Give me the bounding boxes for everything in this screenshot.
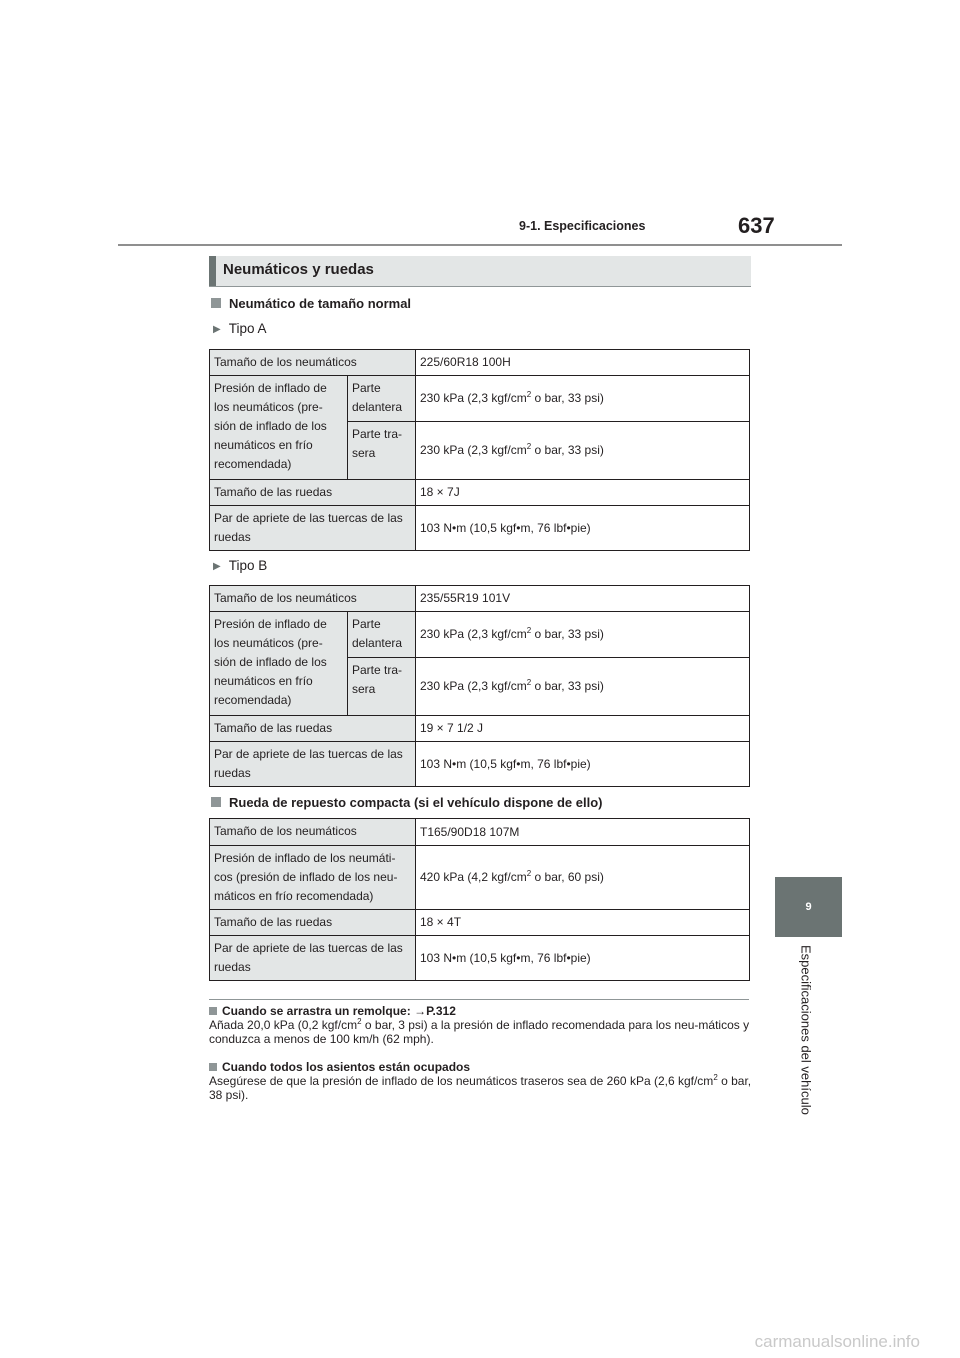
table-row xyxy=(210,936,750,981)
rear-pressure-value: 230 kPa (2,3 kgf/$cm^2$ o bar, 33 psi) xyxy=(416,422,750,480)
spare-tire-heading-text: Rueda de repuesto compacta (si el vehículo dispone de ello) xyxy=(229,795,603,810)
tire-size-value: 225/60R18 100H xyxy=(416,350,750,376)
type-a-label xyxy=(213,321,266,336)
pressure-label: Presión de inflado de los neumáticos (pre-sión de inflado de los neumáticos en frío recomendada) xyxy=(210,612,348,716)
watermark: carmanualsonline.info xyxy=(754,1332,920,1351)
type-b-table xyxy=(209,585,750,787)
section-heading-text: Neumáticos y ruedas xyxy=(223,261,374,278)
table-row xyxy=(210,506,750,551)
trailer-note-title: Cuando se arrastra un remolque: →P.312 xyxy=(209,1004,754,1018)
front-label: Parte delantera xyxy=(348,612,416,658)
wheel-size-label: Tamaño de las ruedas xyxy=(210,910,416,936)
torque-value: 103 N•m (10,5 kgf•m, 76 lbf•pie) xyxy=(416,742,750,787)
chapter-tab xyxy=(775,877,842,937)
rear-label: Parte tra-sera xyxy=(348,422,416,480)
type-a-table xyxy=(209,349,750,551)
rear-label: Parte tra-sera xyxy=(348,658,416,716)
table-row xyxy=(210,586,750,612)
arrow-bullet-icon: ▶ xyxy=(213,561,221,572)
header-divider xyxy=(118,244,842,246)
pressure-value: 420 kPa (4,2 kgf/$cm^2$ o bar, 60 psi) xyxy=(416,846,750,910)
seats-note-title: Cuando todos los asientos están ocupados xyxy=(209,1060,754,1074)
notes-divider xyxy=(209,999,749,1000)
page-number: 637 xyxy=(738,213,775,238)
seats-note xyxy=(209,1060,754,1102)
wheel-size-value: 18 × 4T xyxy=(416,910,750,936)
trailer-note xyxy=(209,1004,754,1046)
table-row xyxy=(210,376,750,422)
torque-label: Par de apriete de las tuercas de las ruedas xyxy=(210,936,416,981)
pressure-label: Presión de inflado de los neumáticos (pre-sión de inflado de los neumáticos en frío recomendada) xyxy=(210,376,348,480)
torque-value: 103 N•m (10,5 kgf•m, 76 lbf•pie) xyxy=(416,506,750,551)
table-row xyxy=(210,612,750,658)
spare-tire-heading xyxy=(211,795,602,810)
chapter-title-text: Especificaciones del vehículo xyxy=(798,945,814,1115)
tire-size-value: T165/90D18 107M xyxy=(416,819,750,846)
table-row xyxy=(210,742,750,787)
torque-value: 103 N•m (10,5 kgf•m, 76 lbf•pie) xyxy=(416,936,750,981)
wheel-size-value: 19 × 7 1/2 J xyxy=(416,716,750,742)
wheel-size-label: Tamaño de las ruedas xyxy=(210,480,416,506)
table-row xyxy=(210,480,750,506)
front-label: Parte delantera xyxy=(348,376,416,422)
square-bullet-icon xyxy=(209,1063,217,1071)
tire-size-value: 235/55R19 101V xyxy=(416,586,750,612)
table-row xyxy=(210,716,750,742)
square-bullet-icon xyxy=(211,298,221,308)
section-heading xyxy=(209,256,751,287)
page-reference-link[interactable]: →P.312 xyxy=(414,1004,456,1018)
rear-pressure-value: 230 kPa (2,3 kgf/$cm^2$ o bar, 33 psi) xyxy=(416,658,750,716)
wheel-size-label: Tamaño de las ruedas xyxy=(210,716,416,742)
wheel-size-value: 18 × 7J xyxy=(416,480,750,506)
chapter-title xyxy=(795,945,817,1135)
type-b-label xyxy=(213,558,267,573)
table-row xyxy=(210,350,750,376)
header-section-label: 9-1. Especificaciones xyxy=(519,219,646,233)
type-a-label-text: Tipo A xyxy=(228,321,267,336)
normal-tire-heading-text: Neumático de tamaño normal xyxy=(229,296,412,311)
trailer-note-body: Añada 20,0 kPa (0,2 kgf/$cm^2$ o bar, 3 psi) a la presión de inflado recomendada para los neu-máticos y conduzca a menos de 100 km/h (62 mph). xyxy=(209,1017,750,1046)
table-row xyxy=(210,846,750,910)
normal-tire-heading xyxy=(211,296,411,311)
table-row xyxy=(210,910,750,936)
square-bullet-icon xyxy=(211,797,221,807)
square-bullet-icon xyxy=(209,1007,217,1015)
spare-tire-table xyxy=(209,818,750,981)
tire-size-label: Tamaño de los neumáticos xyxy=(210,586,416,612)
torque-label: Par de apriete de las tuercas de las ruedas xyxy=(210,506,416,551)
pressure-label: Presión de inflado de los neumáti-cos (presión de inflado de los neu-máticos en frío recomendada) xyxy=(210,846,416,910)
seats-note-body: Asegúrese de que la presión de inflado de los neumáticos traseros sea de 260 kPa (2,6 kgf/$cm^2$ o bar, 38 psi). xyxy=(209,1073,752,1102)
type-b-label-text: Tipo B xyxy=(228,558,268,573)
front-pressure-value: 230 kPa (2,3 kgf/$cm^2$ o bar, 33 psi) xyxy=(416,612,750,658)
chapter-number: 9 xyxy=(805,901,812,913)
front-pressure-value: 230 kPa (2,3 kgf/$cm^2$ o bar, 33 psi) xyxy=(416,376,750,422)
tire-size-label: Tamaño de los neumáticos xyxy=(210,819,416,846)
tire-size-label: Tamaño de los neumáticos xyxy=(210,350,416,376)
arrow-bullet-icon: ▶ xyxy=(213,324,221,335)
section-heading-bar xyxy=(209,256,216,286)
table-row xyxy=(210,819,750,846)
torque-label: Par de apriete de las tuercas de las ruedas xyxy=(210,742,416,787)
